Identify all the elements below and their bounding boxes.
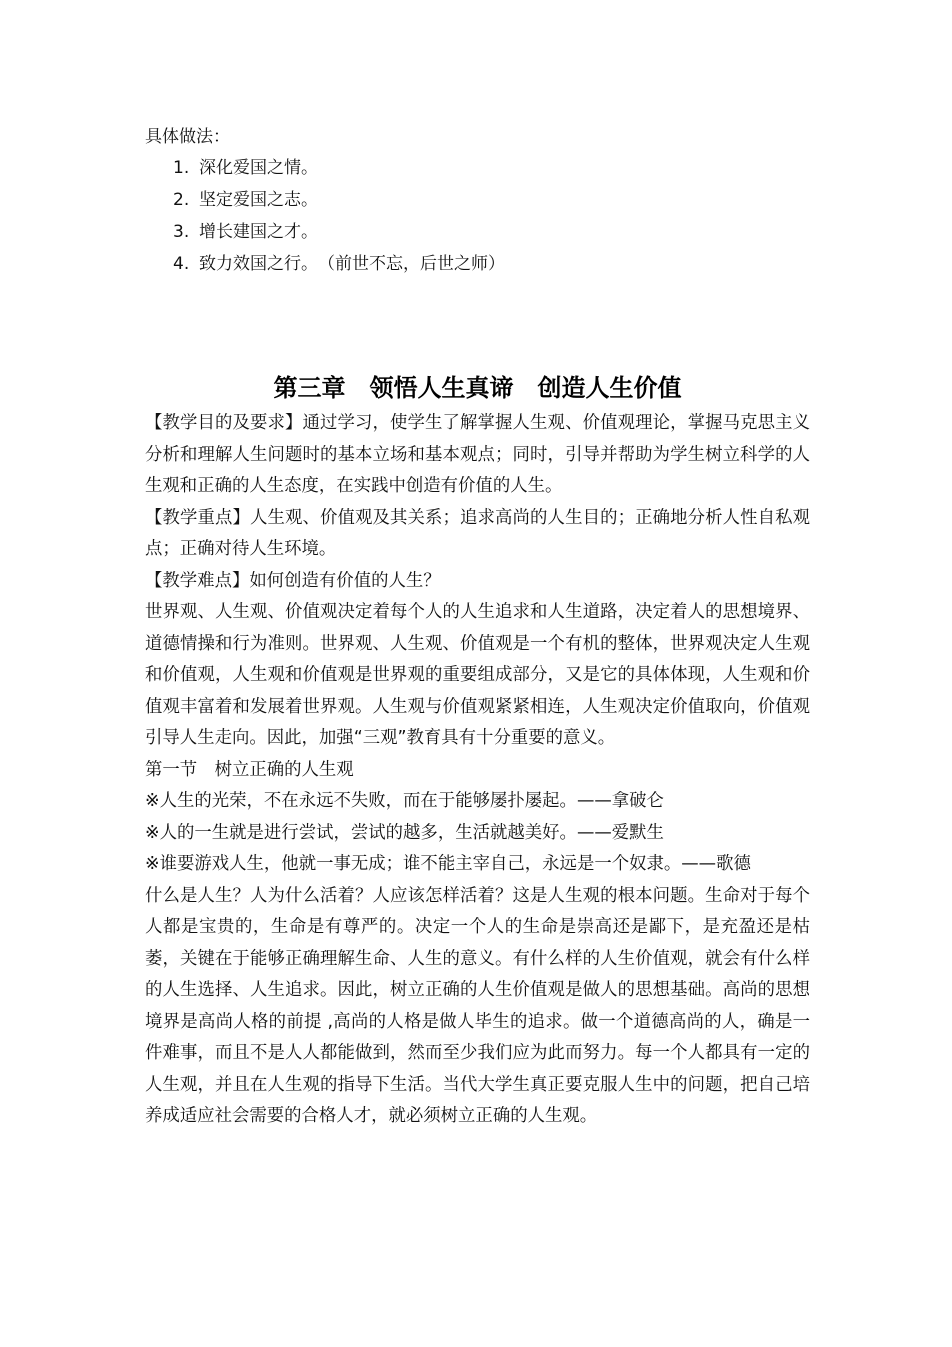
teaching-key-points: 【教学重点】人生观、价值观及其关系；追求高尚的人生目的；正确地分析人性自私观点；正确对待人生环境。 [145,507,810,559]
chapter-body [145,408,810,1133]
list-text: 坚定爱国之志。 [199,190,318,210]
list-number: 1. [173,158,190,178]
method-list [145,152,505,280]
section-heading: 第一节 树立正确的人生观 [145,759,354,780]
teaching-difficulty: 【教学难点】如何创造有价值的人生？ [145,570,441,591]
worldview-paragraph: 世界观、人生观、价值观决定着每个人的人生追求和人生道路，决定着人的思想境界、道德情操和行为准则。世界观、人生观、价值观是一个有机的整体，世界观决定人生观和价值观，人生观和价值观是世界观的重要组成部分，又是它的具体体现，人生观和价值观丰富着和发展着世界观。人生观与价值观紧紧相连，人生观决定价值取向，价值观引导人生走向。因此，加强“三观”教育具有十分重要的意义。 [145,602,810,748]
chapter-title: 第三章 领悟人生真谛 创造人生价值 [273,374,682,402]
list-number: 4. [173,254,190,274]
quote-napoleon: ※人生的光荣，不在永远不失败，而在于能够屡扑屡起。——拿破仑 [145,791,664,811]
list-item [145,248,505,280]
quote-goethe: ※谁要游戏人生，他就一事无成；谁不能主宰自己，永远是一个奴隶。——歌德 [145,854,751,874]
quote-emerson: ※人的一生就是进行尝试，尝试的越多，生活就越美好。——爱默生 [145,822,664,843]
list-text: 增长建国之才。 [199,222,318,242]
list-item [145,216,318,248]
list-text: 致力效国之行。 （前世不忘，后世之师） [199,254,505,274]
teaching-objectives: 【教学目的及要求】通过学习，使学生了解掌握人生观、价值观理论，掌握马克思主义分析和理解人生问题时的基本立场和基本观点；同时，引导并帮助为学生树立科学的人生观和正确的人生态度，在实践中创造有价值的人生。 [145,413,810,496]
list-item [145,152,318,184]
method-label: 具体做法： [145,127,230,147]
list-number: 3. [173,222,190,242]
list-item [145,184,318,216]
list-text: 深化爱国之情。 [199,158,318,178]
life-meaning-paragraph: 什么是人生？人为什么活着？人应该怎样活着？这是人生观的根本问题。生命对于每个人都是宝贵的，生命是有尊严的。决定一个人的生命是崇高还是鄙下，是充盈还是枯萎，关键在于能够正确理解生命、人生的意义。有什么样的人生价值观，就会有什么样的人生选择、人生追求。因此，树立正确的人生价值观是做人的思想基础。高尚的思想境界是高尚人格的前提 ,高尚的人格是做人毕生的追求。做一个道德高尚的人，确是一件难事，而且不是人人都能做到，然而至少我们应为此而努力。每一个人都具有一定的人生观，并且在人生观的指导下生活。当代大学生真正要克服人生中的问题，把自己培养成适应社会需要的合格人才，就必须树立正确的人生观。 [145,885,810,1126]
list-number: 2. [173,190,190,210]
